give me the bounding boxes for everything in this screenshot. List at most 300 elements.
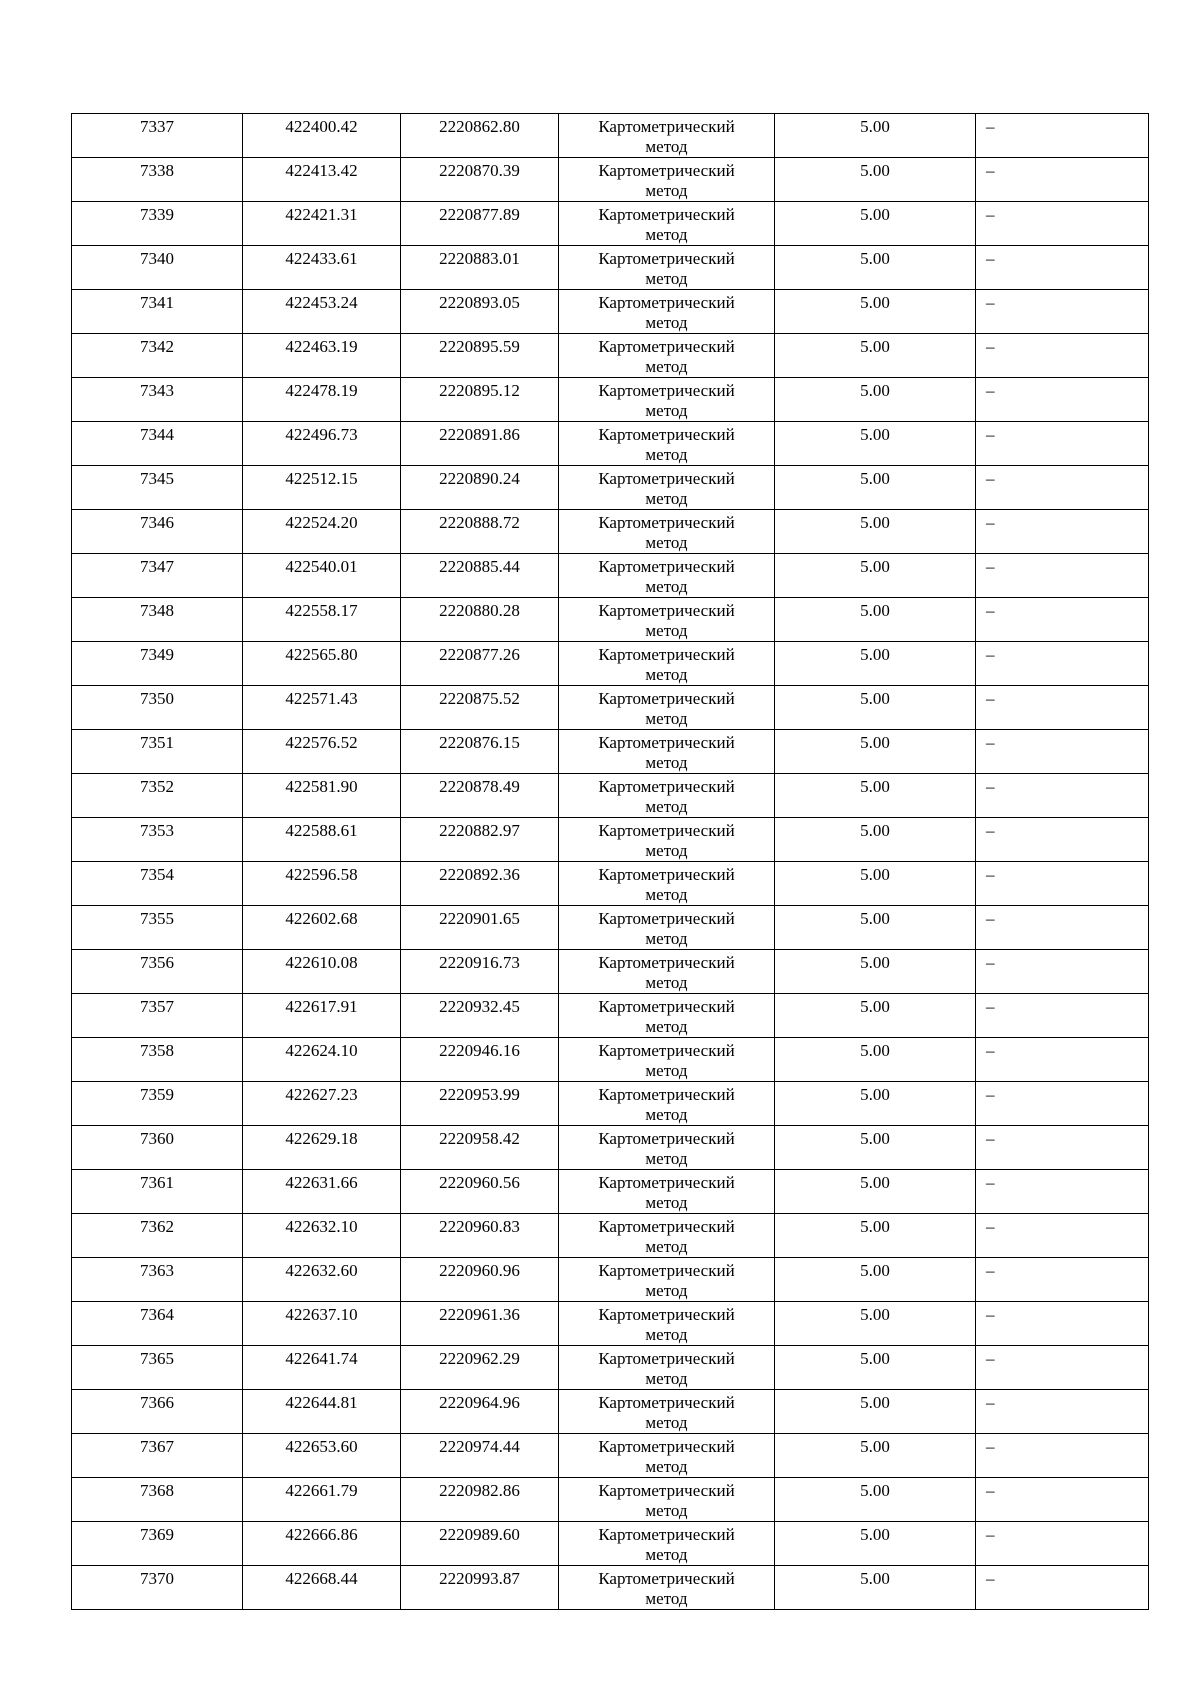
accuracy-text: 5.00 <box>860 513 890 532</box>
method-text <box>559 1390 774 1433</box>
accuracy-cell <box>775 1390 976 1434</box>
x-coordinate-text: 422524.20 <box>285 513 358 532</box>
y-coordinate-cell <box>401 554 559 598</box>
x-coordinate-text: 422637.10 <box>285 1305 358 1324</box>
method-text-line: Картометрический <box>598 909 735 928</box>
method-text <box>559 114 774 157</box>
method-text <box>559 598 774 641</box>
note-cell <box>976 422 1149 466</box>
accuracy-text: 5.00 <box>860 1305 890 1324</box>
point-number-text: 7341 <box>140 293 174 312</box>
accuracy-text: 5.00 <box>860 1041 890 1060</box>
x-coordinate-text: 422632.10 <box>285 1217 358 1236</box>
y-coordinate-text: 2220961.36 <box>439 1305 520 1324</box>
note-cell <box>976 1522 1149 1566</box>
method-text-line: Картометрический <box>598 1041 735 1060</box>
table-row <box>72 1126 1149 1170</box>
note-text: – <box>986 1569 995 1588</box>
y-coordinate-cell <box>401 1566 559 1610</box>
x-coordinate-cell <box>243 466 401 510</box>
point-number-text: 7367 <box>140 1437 174 1456</box>
point-number-text: 7343 <box>140 381 174 400</box>
method-cell <box>559 598 775 642</box>
table-row <box>72 994 1149 1038</box>
method-text-line: Картометрический <box>598 381 735 400</box>
method-cell <box>559 994 775 1038</box>
y-coordinate-cell <box>401 906 559 950</box>
accuracy-text: 5.00 <box>860 1217 890 1236</box>
y-coordinate-cell <box>401 1390 559 1434</box>
accuracy-text: 5.00 <box>860 1393 890 1412</box>
method-text-line: метод <box>645 489 688 508</box>
accuracy-cell <box>775 1214 976 1258</box>
point-number-cell <box>72 1346 243 1390</box>
note-text: – <box>986 1525 995 1544</box>
x-coordinate-text: 422668.44 <box>285 1569 358 1588</box>
y-coordinate-text: 2220960.83 <box>439 1217 520 1236</box>
method-text <box>559 994 774 1037</box>
point-number-cell <box>72 334 243 378</box>
accuracy-text: 5.00 <box>860 117 890 136</box>
method-text-line: Картометрический <box>598 1305 735 1324</box>
accuracy-text: 5.00 <box>860 953 890 972</box>
accuracy-text: 5.00 <box>860 557 890 576</box>
point-number-cell <box>72 1522 243 1566</box>
y-coordinate-cell <box>401 1170 559 1214</box>
x-coordinate-cell <box>243 1478 401 1522</box>
y-coordinate-cell <box>401 510 559 554</box>
method-cell <box>559 730 775 774</box>
method-cell <box>559 1434 775 1478</box>
y-coordinate-cell <box>401 1126 559 1170</box>
y-coordinate-cell <box>401 1434 559 1478</box>
table-row <box>72 466 1149 510</box>
x-coordinate-cell <box>243 378 401 422</box>
y-coordinate-text: 2220895.12 <box>439 381 520 400</box>
accuracy-text: 5.00 <box>860 997 890 1016</box>
x-coordinate-text: 422571.43 <box>285 689 358 708</box>
x-coordinate-text: 422558.17 <box>285 601 358 620</box>
accuracy-cell <box>775 598 976 642</box>
x-coordinate-text: 422421.31 <box>285 205 358 224</box>
method-cell <box>559 554 775 598</box>
method-cell <box>559 422 775 466</box>
method-text-line: метод <box>645 709 688 728</box>
accuracy-cell <box>775 1126 976 1170</box>
method-cell <box>559 862 775 906</box>
method-text <box>559 730 774 773</box>
table-body <box>72 114 1149 1610</box>
y-coordinate-cell <box>401 422 559 466</box>
table-row <box>72 818 1149 862</box>
point-number-cell <box>72 1214 243 1258</box>
point-number-cell <box>72 246 243 290</box>
point-number-cell <box>72 554 243 598</box>
accuracy-cell <box>775 158 976 202</box>
table-row <box>72 686 1149 730</box>
table-row <box>72 1478 1149 1522</box>
y-coordinate-cell <box>401 818 559 862</box>
note-cell <box>976 1434 1149 1478</box>
x-coordinate-text: 422565.80 <box>285 645 358 664</box>
method-text-line: метод <box>645 445 688 464</box>
y-coordinate-text: 2220982.86 <box>439 1481 520 1500</box>
point-number-text: 7350 <box>140 689 174 708</box>
y-coordinate-text: 2220892.36 <box>439 865 520 884</box>
table-row <box>72 862 1149 906</box>
point-number-cell <box>72 1082 243 1126</box>
method-text-line: метод <box>645 1589 688 1608</box>
y-coordinate-cell <box>401 686 559 730</box>
note-text: – <box>986 953 995 972</box>
method-text-line: метод <box>645 1017 688 1036</box>
accuracy-cell <box>775 1170 976 1214</box>
point-number-text: 7354 <box>140 865 174 884</box>
point-number-cell <box>72 158 243 202</box>
y-coordinate-text: 2220901.65 <box>439 909 520 928</box>
x-coordinate-cell <box>243 422 401 466</box>
method-text-line: Картометрический <box>598 1393 735 1412</box>
note-cell <box>976 1478 1149 1522</box>
point-number-cell <box>72 862 243 906</box>
y-coordinate-cell <box>401 1478 559 1522</box>
x-coordinate-text: 422576.52 <box>285 733 358 752</box>
y-coordinate-text: 2220964.96 <box>439 1393 520 1412</box>
x-coordinate-cell <box>243 158 401 202</box>
method-text-line: метод <box>645 577 688 596</box>
note-cell <box>976 730 1149 774</box>
method-text-line: метод <box>645 1193 688 1212</box>
method-text-line: метод <box>645 1061 688 1080</box>
note-text: – <box>986 469 995 488</box>
y-coordinate-text: 2220993.87 <box>439 1569 520 1588</box>
y-coordinate-text: 2220885.44 <box>439 557 520 576</box>
accuracy-text: 5.00 <box>860 337 890 356</box>
note-cell <box>976 686 1149 730</box>
point-number-cell <box>72 730 243 774</box>
note-cell <box>976 774 1149 818</box>
note-text: – <box>986 1129 995 1148</box>
method-text-line: Картометрический <box>598 1437 735 1456</box>
table-row <box>72 1302 1149 1346</box>
accuracy-text: 5.00 <box>860 205 890 224</box>
method-text-line: Картометрический <box>598 293 735 312</box>
accuracy-text: 5.00 <box>860 293 890 312</box>
point-number-cell <box>72 1566 243 1610</box>
accuracy-text: 5.00 <box>860 689 890 708</box>
note-cell <box>976 554 1149 598</box>
method-text-line: Картометрический <box>598 645 735 664</box>
y-coordinate-text: 2220974.44 <box>439 1437 520 1456</box>
table-row <box>72 1082 1149 1126</box>
accuracy-cell <box>775 378 976 422</box>
method-text-line: метод <box>645 1501 688 1520</box>
table-row <box>72 1566 1149 1610</box>
method-text <box>559 1126 774 1169</box>
x-coordinate-text: 422413.42 <box>285 161 358 180</box>
y-coordinate-text: 2220870.39 <box>439 161 520 180</box>
method-text-line: метод <box>645 313 688 332</box>
y-coordinate-cell <box>401 158 559 202</box>
method-text-line: Картометрический <box>598 1481 735 1500</box>
accuracy-cell <box>775 554 976 598</box>
point-number-cell <box>72 1126 243 1170</box>
x-coordinate-cell <box>243 510 401 554</box>
y-coordinate-cell <box>401 774 559 818</box>
method-text-line: метод <box>645 269 688 288</box>
note-text: – <box>986 1349 995 1368</box>
method-text-line: метод <box>645 181 688 200</box>
table-row <box>72 554 1149 598</box>
point-number-text: 7370 <box>140 1569 174 1588</box>
table-row <box>72 1170 1149 1214</box>
method-text-line: Картометрический <box>598 1261 735 1280</box>
y-coordinate-cell <box>401 1302 559 1346</box>
point-number-cell <box>72 466 243 510</box>
y-coordinate-text: 2220882.97 <box>439 821 520 840</box>
table-row <box>72 334 1149 378</box>
method-text <box>559 1214 774 1257</box>
x-coordinate-text: 422632.60 <box>285 1261 358 1280</box>
table-row <box>72 158 1149 202</box>
point-number-text: 7338 <box>140 161 174 180</box>
method-text-line: метод <box>645 1237 688 1256</box>
point-number-text: 7358 <box>140 1041 174 1060</box>
note-cell <box>976 1566 1149 1610</box>
y-coordinate-text: 2220895.59 <box>439 337 520 356</box>
point-number-cell <box>72 114 243 158</box>
point-number-cell <box>72 598 243 642</box>
accuracy-text: 5.00 <box>860 601 890 620</box>
accuracy-cell <box>775 1082 976 1126</box>
y-coordinate-text: 2220878.49 <box>439 777 520 796</box>
method-cell <box>559 1126 775 1170</box>
method-text-line: метод <box>645 973 688 992</box>
note-cell <box>976 906 1149 950</box>
table-row <box>72 1522 1149 1566</box>
y-coordinate-cell <box>401 466 559 510</box>
method-text <box>559 1302 774 1345</box>
method-text-line: метод <box>645 137 688 156</box>
point-number-cell <box>72 950 243 994</box>
accuracy-cell <box>775 1038 976 1082</box>
note-text: – <box>986 689 995 708</box>
method-cell <box>559 1346 775 1390</box>
x-coordinate-cell <box>243 246 401 290</box>
note-cell <box>976 466 1149 510</box>
note-text: – <box>986 645 995 664</box>
table-row <box>72 730 1149 774</box>
method-text <box>559 1522 774 1565</box>
note-text: – <box>986 557 995 576</box>
y-coordinate-text: 2220877.89 <box>439 205 520 224</box>
method-text-line: Картометрический <box>598 1217 735 1236</box>
accuracy-cell <box>775 642 976 686</box>
accuracy-text: 5.00 <box>860 469 890 488</box>
method-text <box>559 1566 774 1609</box>
method-text-line: метод <box>645 1413 688 1432</box>
accuracy-cell <box>775 950 976 994</box>
point-number-cell <box>72 1302 243 1346</box>
accuracy-cell <box>775 1346 976 1390</box>
accuracy-cell <box>775 994 976 1038</box>
method-text-line: Картометрический <box>598 557 735 576</box>
point-number-text: 7337 <box>140 117 174 136</box>
method-text-line: метод <box>645 665 688 684</box>
accuracy-cell <box>775 114 976 158</box>
method-text <box>559 246 774 289</box>
x-coordinate-text: 422588.61 <box>285 821 358 840</box>
y-coordinate-cell <box>401 334 559 378</box>
accuracy-text: 5.00 <box>860 1261 890 1280</box>
x-coordinate-cell <box>243 1258 401 1302</box>
note-text: – <box>986 1437 995 1456</box>
accuracy-text: 5.00 <box>860 1437 890 1456</box>
note-text: – <box>986 513 995 532</box>
y-coordinate-cell <box>401 1258 559 1302</box>
method-cell <box>559 1390 775 1434</box>
accuracy-cell <box>775 686 976 730</box>
note-cell <box>976 510 1149 554</box>
x-coordinate-cell <box>243 818 401 862</box>
accuracy-cell <box>775 466 976 510</box>
accuracy-cell <box>775 246 976 290</box>
method-cell <box>559 334 775 378</box>
method-text-line: метод <box>645 357 688 376</box>
y-coordinate-text: 2220875.52 <box>439 689 520 708</box>
method-text-line: Картометрический <box>598 117 735 136</box>
method-cell <box>559 950 775 994</box>
accuracy-text: 5.00 <box>860 1129 890 1148</box>
accuracy-cell <box>775 1434 976 1478</box>
table-row <box>72 1346 1149 1390</box>
x-coordinate-text: 422610.08 <box>285 953 358 972</box>
note-text: – <box>986 381 995 400</box>
method-cell <box>559 510 775 554</box>
method-text-line: Картометрический <box>598 733 735 752</box>
table-row <box>72 950 1149 994</box>
method-text-line: метод <box>645 841 688 860</box>
note-cell <box>976 202 1149 246</box>
point-number-cell <box>72 906 243 950</box>
accuracy-cell <box>775 202 976 246</box>
point-number-text: 7359 <box>140 1085 174 1104</box>
note-cell <box>976 598 1149 642</box>
method-text-line: Картометрический <box>598 161 735 180</box>
note-cell <box>976 1258 1149 1302</box>
method-text <box>559 1478 774 1521</box>
y-coordinate-text: 2220891.86 <box>439 425 520 444</box>
y-coordinate-cell <box>401 994 559 1038</box>
note-cell <box>976 334 1149 378</box>
method-text-line: Картометрический <box>598 469 735 488</box>
method-text <box>559 466 774 509</box>
y-coordinate-cell <box>401 642 559 686</box>
method-text-line: метод <box>645 533 688 552</box>
y-coordinate-text: 2220877.26 <box>439 645 520 664</box>
y-coordinate-text: 2220960.56 <box>439 1173 520 1192</box>
x-coordinate-cell <box>243 774 401 818</box>
method-text-line: метод <box>645 1325 688 1344</box>
x-coordinate-cell <box>243 1302 401 1346</box>
method-cell <box>559 290 775 334</box>
accuracy-cell <box>775 1302 976 1346</box>
note-cell <box>976 1302 1149 1346</box>
y-coordinate-text: 2220880.28 <box>439 601 520 620</box>
point-number-cell <box>72 1258 243 1302</box>
x-coordinate-text: 422641.74 <box>285 1349 358 1368</box>
x-coordinate-text: 422581.90 <box>285 777 358 796</box>
accuracy-cell <box>775 1522 976 1566</box>
note-text: – <box>986 249 995 268</box>
method-cell <box>559 642 775 686</box>
method-cell <box>559 1258 775 1302</box>
x-coordinate-text: 422627.23 <box>285 1085 358 1104</box>
x-coordinate-text: 422463.19 <box>285 337 358 356</box>
note-cell <box>976 1214 1149 1258</box>
point-number-text: 7356 <box>140 953 174 972</box>
method-text <box>559 774 774 817</box>
accuracy-cell <box>775 1566 976 1610</box>
x-coordinate-text: 422478.19 <box>285 381 358 400</box>
method-cell <box>559 906 775 950</box>
x-coordinate-cell <box>243 1566 401 1610</box>
note-text: – <box>986 865 995 884</box>
note-text: – <box>986 821 995 840</box>
method-cell <box>559 1302 775 1346</box>
point-number-cell <box>72 202 243 246</box>
note-text: – <box>986 205 995 224</box>
method-text-line: Картометрический <box>598 425 735 444</box>
method-text-line: Картометрический <box>598 1085 735 1104</box>
y-coordinate-cell <box>401 1082 559 1126</box>
y-coordinate-text: 2220888.72 <box>439 513 520 532</box>
x-coordinate-cell <box>243 950 401 994</box>
method-text-line: Картометрический <box>598 1129 735 1148</box>
note-cell <box>976 378 1149 422</box>
point-number-cell <box>72 1170 243 1214</box>
note-cell <box>976 950 1149 994</box>
point-number-cell <box>72 686 243 730</box>
y-coordinate-cell <box>401 290 559 334</box>
point-number-text: 7362 <box>140 1217 174 1236</box>
method-text <box>559 950 774 993</box>
y-coordinate-text: 2220962.29 <box>439 1349 520 1368</box>
method-text <box>559 334 774 377</box>
method-text-line: метод <box>645 401 688 420</box>
point-number-cell <box>72 1434 243 1478</box>
point-number-cell <box>72 422 243 466</box>
y-coordinate-cell <box>401 950 559 994</box>
x-coordinate-text: 422602.68 <box>285 909 358 928</box>
x-coordinate-text: 422661.79 <box>285 1481 358 1500</box>
accuracy-text: 5.00 <box>860 1173 890 1192</box>
note-text: – <box>986 425 995 444</box>
method-cell <box>559 774 775 818</box>
note-text: – <box>986 733 995 752</box>
method-cell <box>559 686 775 730</box>
point-number-text: 7347 <box>140 557 174 576</box>
point-number-text: 7351 <box>140 733 174 752</box>
note-cell <box>976 1126 1149 1170</box>
method-cell <box>559 466 775 510</box>
point-number-text: 7342 <box>140 337 174 356</box>
accuracy-text: 5.00 <box>860 381 890 400</box>
point-number-text: 7340 <box>140 249 174 268</box>
y-coordinate-text: 2220946.16 <box>439 1041 520 1060</box>
method-text <box>559 818 774 861</box>
method-text <box>559 1258 774 1301</box>
